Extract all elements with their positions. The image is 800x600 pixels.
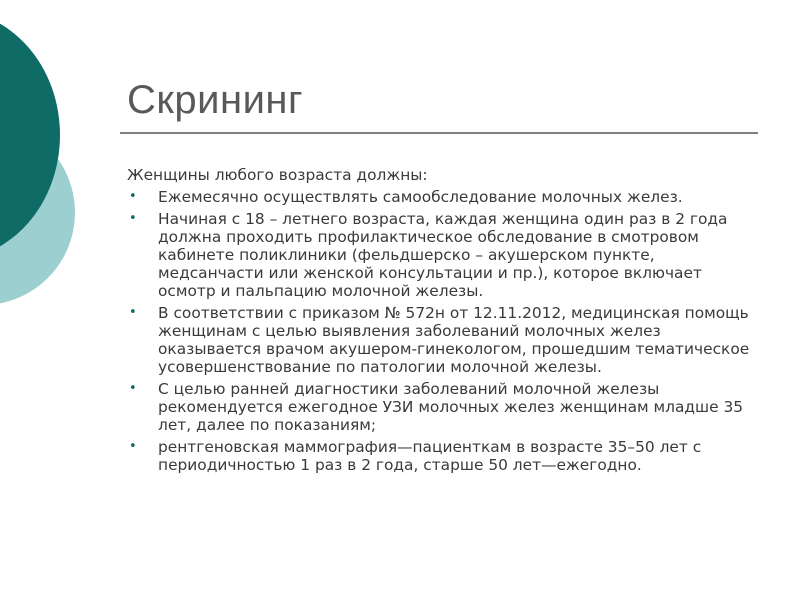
- intro-text: Женщины любого возраста должны:: [127, 166, 428, 184]
- title-divider: [120, 132, 758, 134]
- list-item-text: Ежемесячно осуществлять самообследование молочных желез.: [158, 188, 683, 206]
- list-item: [127, 380, 762, 434]
- list-item-text: В соответствии с приказом № 572н от 12.11.2012, медицинская помощь женщинам с целью выявления заболеваний молочных желез оказывается врачом акушером-гинекологом, прошедшим тематическое усовершенствование по патологии молочной железы.: [158, 304, 750, 376]
- bullet-list: [127, 188, 762, 474]
- slide-body: [127, 166, 762, 478]
- bullet-icon: •: [129, 381, 137, 396]
- list-item: [127, 438, 762, 474]
- bullet-icon: •: [129, 305, 137, 320]
- bullet-icon: •: [129, 439, 137, 454]
- list-item-text: Начиная с 18 – летнего возраста, каждая женщина один раз в 2 года должна проходить профилактическое обследование в смотровом кабинете поликлиники (фельдшерско – акушерском пункте, медсанчасти или женской консультации и пр.), которое включает осмотр и пальпацию молочной железы.: [158, 210, 728, 300]
- list-item-text: рентгеновская маммография—пациенткам в возрасте 35–50 лет с периодичностью 1 раз в 2 года, старше 50 лет—ежегодно.: [158, 438, 702, 474]
- list-item-text: С целью ранней диагностики заболеваний молочной железы рекомендуется ежегодное УЗИ молочных желез женщинам младше 35 лет, далее по показаниям;: [158, 380, 744, 434]
- list-item: [127, 304, 762, 376]
- bullet-icon: •: [129, 211, 137, 226]
- list-item: [127, 210, 762, 300]
- list-item: [127, 188, 762, 206]
- slide-title: Скрининг: [127, 78, 304, 122]
- bullet-icon: •: [129, 189, 137, 204]
